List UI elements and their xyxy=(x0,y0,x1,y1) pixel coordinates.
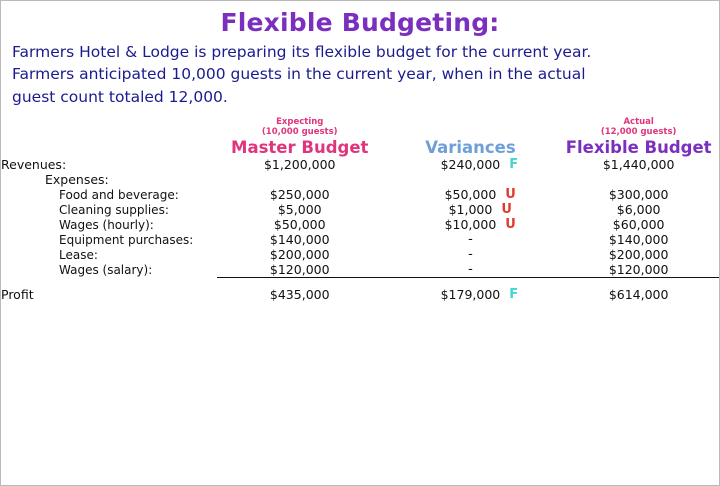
row-variance-value: $1,000 xyxy=(448,201,493,217)
row-variance-amount: - xyxy=(383,262,559,278)
row-label: Profit xyxy=(1,286,34,302)
row-master-amount: $1,200,000 xyxy=(263,156,336,172)
table-row xyxy=(1,217,719,232)
row-variance-amount xyxy=(383,202,559,217)
header-flexible-budget: Flexible Budget xyxy=(565,137,712,157)
row-variance-amount xyxy=(383,277,559,302)
header-label-column xyxy=(1,138,217,157)
row-label: Wages (hourly): xyxy=(59,217,154,232)
header-variances: Variances xyxy=(425,137,516,157)
table-row xyxy=(1,157,719,172)
row-variance-value: $50,000 xyxy=(444,186,497,202)
row-label: Revenues: xyxy=(1,156,67,172)
page-title: Flexible Budgeting: xyxy=(220,8,500,37)
table-row xyxy=(1,247,719,262)
row-label: Food and beverage: xyxy=(59,187,179,202)
row-flexible-amount: $140,000 xyxy=(608,231,669,247)
row-flexible-amount xyxy=(558,172,719,187)
row-variance-flag: U xyxy=(505,186,516,202)
row-master-amount: $120,000 xyxy=(217,262,383,278)
row-flexible-amount: $614,000 xyxy=(608,286,669,302)
row-master-amount: $200,000 xyxy=(269,246,330,262)
header-flexible-super: Actual xyxy=(623,117,654,128)
header-title-row xyxy=(1,138,719,157)
row-flexible-amount: $1,440,000 xyxy=(602,156,675,172)
table-row xyxy=(1,187,719,202)
row-master-amount: $250,000 xyxy=(269,186,330,202)
intro-paragraph xyxy=(1,39,719,108)
row-flexible-amount: $6,000 xyxy=(616,201,661,217)
intro-line-3: guest count totaled 12,000. xyxy=(12,87,228,106)
table-row xyxy=(1,262,719,278)
flexible-budget-table xyxy=(1,118,719,302)
row-variance-value: $179,000 xyxy=(440,286,501,302)
table-row-total xyxy=(1,277,719,302)
row-master-amount: $5,000 xyxy=(277,201,322,217)
row-label: Equipment purchases: xyxy=(59,232,194,247)
row-variance-flag: U xyxy=(501,201,512,217)
row-label: Expenses: xyxy=(45,171,109,187)
header-master-budget: Master Budget xyxy=(231,137,369,157)
row-label: Wages (salary): xyxy=(59,263,153,278)
intro-line-1: Farmers Hotel & Lodge is preparing its flexible budget for the current year. xyxy=(12,43,592,61)
row-variance-flag: F xyxy=(509,156,519,172)
intro-line-2: Farmers anticipated 10,000 guests in the current year, when in the actual xyxy=(12,65,586,84)
header-master-super: Expecting xyxy=(276,117,324,128)
row-label: Cleaning supplies: xyxy=(59,202,169,217)
row-variance-amount xyxy=(383,157,559,172)
row-variance-value: $10,000 xyxy=(444,216,497,232)
table-row xyxy=(1,232,719,247)
row-variance-amount xyxy=(383,187,559,202)
table-header xyxy=(1,118,719,157)
row-master-amount: $435,000 xyxy=(269,286,330,302)
row-label: Lease: xyxy=(59,247,98,262)
header-label-blank xyxy=(1,118,217,138)
row-flexible-amount: $200,000 xyxy=(608,246,669,262)
table-row xyxy=(1,202,719,217)
row-master-amount: $50,000 xyxy=(273,216,326,232)
row-master-amount xyxy=(217,172,383,187)
header-flexible-sub: (12,000 guests) xyxy=(600,127,677,138)
table-row xyxy=(1,172,719,187)
table-body xyxy=(1,157,719,302)
row-master-amount: $140,000 xyxy=(269,231,330,247)
header-variances-caption xyxy=(383,118,559,138)
row-variance-amount xyxy=(383,172,559,187)
header-master-sub: (10,000 guests) xyxy=(261,127,338,138)
row-variance-flag: U xyxy=(505,216,516,232)
header-master-caption xyxy=(217,118,383,138)
row-variance-amount xyxy=(383,217,559,232)
row-flexible-amount: $120,000 xyxy=(558,262,719,278)
header-flexible-caption xyxy=(558,118,719,138)
row-flexible-amount: $60,000 xyxy=(612,216,665,232)
row-variance-flag: F xyxy=(509,286,519,302)
row-variance-amount: - xyxy=(468,231,473,247)
header-superscript-row xyxy=(1,118,719,138)
row-variance-value: $240,000 xyxy=(440,156,501,172)
row-variance-amount: - xyxy=(468,246,473,262)
row-flexible-amount: $300,000 xyxy=(608,186,669,202)
